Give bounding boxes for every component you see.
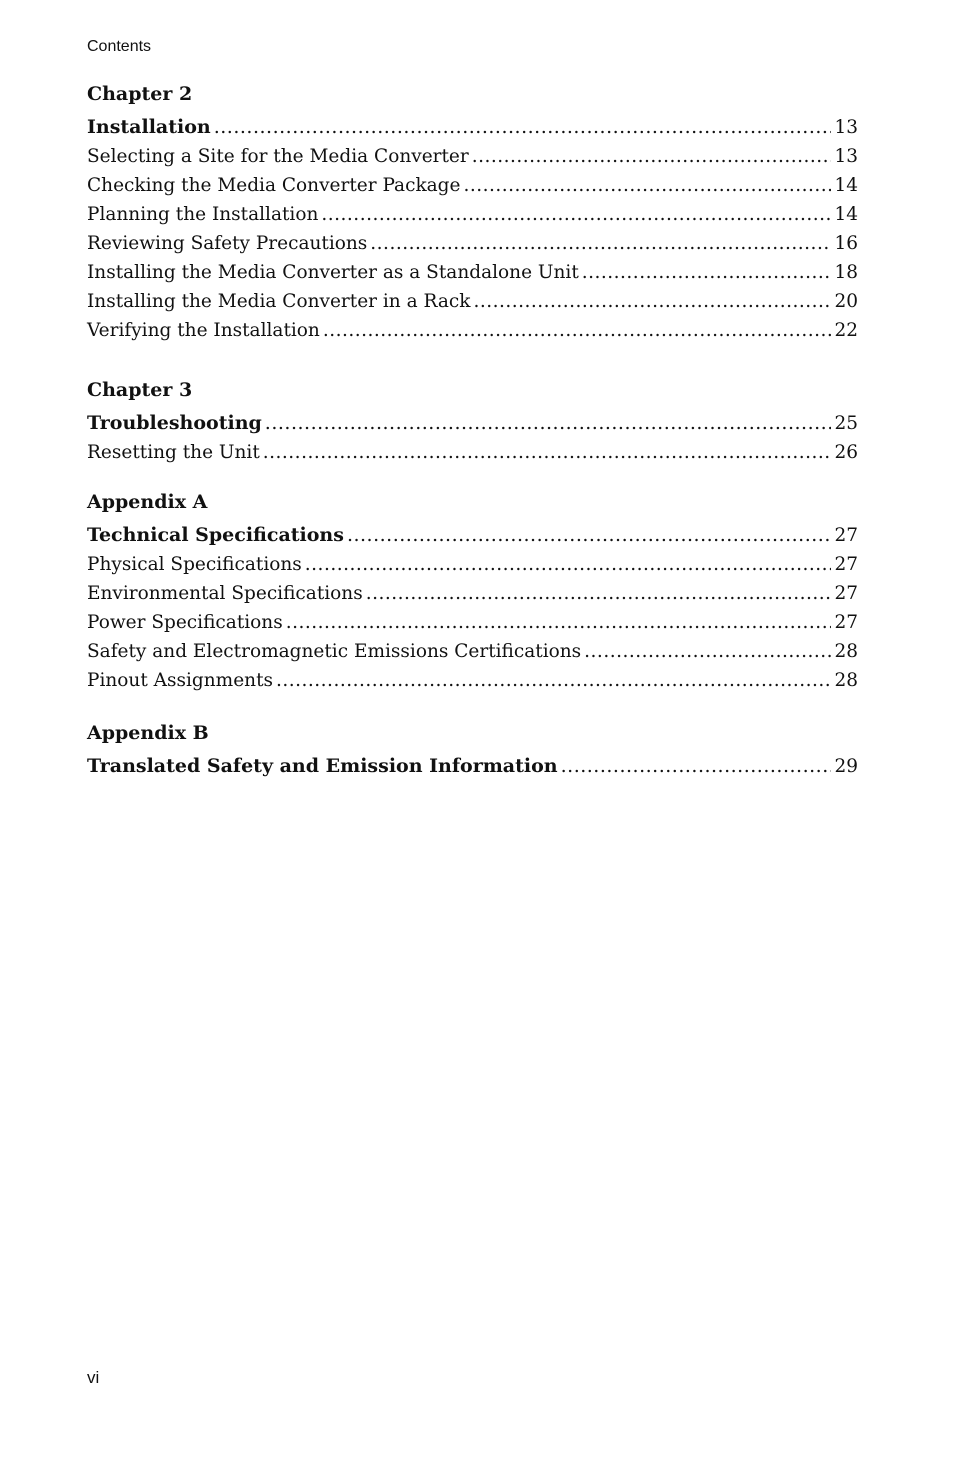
entry-page: 14 — [834, 175, 858, 196]
section-label: Chapter 3 — [87, 379, 193, 401]
toc-section-chapter-3 — [87, 377, 858, 467]
toc-entry[interactable] — [87, 608, 858, 637]
entry-page: 20 — [834, 291, 858, 312]
entry-page: 16 — [834, 233, 858, 254]
toc-entry[interactable] — [87, 287, 858, 316]
toc-section-appendix-b — [87, 720, 858, 781]
dot-leader — [276, 666, 831, 695]
entry-page: 27 — [834, 554, 858, 575]
dot-leader — [286, 608, 832, 637]
toc-entry[interactable] — [87, 258, 858, 287]
toc-entry[interactable] — [87, 200, 858, 229]
entry-page: 22 — [834, 320, 858, 341]
dot-leader — [472, 142, 832, 171]
entry-title: Physical Specifications — [87, 554, 302, 575]
entry-page: 28 — [834, 641, 858, 662]
toc-entry[interactable] — [87, 113, 858, 142]
entry-page: 28 — [834, 670, 858, 691]
entry-title: Installing the Media Converter as a Standalone Unit — [87, 262, 579, 283]
dot-leader — [305, 550, 832, 579]
dot-leader — [463, 171, 831, 200]
toc-entry[interactable] — [87, 229, 858, 258]
entry-title: Power Specifications — [87, 612, 283, 633]
entry-title: Pinout Assignments — [87, 670, 274, 691]
entry-title: Checking the Media Converter Package — [87, 175, 461, 196]
section-label: Appendix B — [87, 722, 209, 744]
dot-leader — [473, 287, 831, 316]
entry-page: 25 — [834, 413, 858, 434]
dot-leader — [263, 438, 832, 467]
entry-title: Verifying the Installation — [87, 320, 320, 341]
entry-title: Reviewing Safety Precautions — [87, 233, 368, 254]
dot-leader — [347, 521, 832, 550]
dot-leader — [370, 229, 831, 258]
toc-entry[interactable] — [87, 666, 858, 695]
toc-section-chapter-2 — [87, 81, 858, 345]
toc-entry[interactable] — [87, 171, 858, 200]
entry-title: Installation — [87, 116, 211, 138]
toc-entry[interactable] — [87, 521, 858, 550]
toc-entry[interactable] — [87, 142, 858, 171]
toc-entry[interactable] — [87, 438, 858, 467]
toc-entry[interactable] — [87, 752, 858, 781]
dot-leader — [321, 200, 831, 229]
entry-title: Translated Safety and Emission Information — [87, 755, 558, 777]
entry-title: Environmental Specifications — [87, 583, 363, 604]
entry-page: 13 — [834, 117, 858, 138]
toc-entry[interactable] — [87, 579, 858, 608]
dot-leader — [323, 316, 832, 345]
entry-title: Troubleshooting — [87, 412, 262, 434]
section-label: Chapter 2 — [87, 83, 193, 105]
entry-page: 27 — [834, 612, 858, 633]
toc-entry[interactable] — [87, 637, 858, 666]
toc-entry[interactable] — [87, 409, 858, 438]
entry-title: Technical Specifications — [87, 524, 344, 546]
entry-page: 26 — [834, 442, 858, 463]
toc-entry[interactable] — [87, 550, 858, 579]
dot-leader — [561, 752, 832, 781]
entry-title: Resetting the Unit — [87, 442, 260, 463]
dot-leader — [584, 637, 831, 666]
section-label: Appendix A — [87, 491, 208, 513]
dot-leader — [582, 258, 832, 287]
entry-page: 29 — [834, 756, 858, 777]
toc-section-appendix-a — [87, 489, 858, 695]
entry-page: 18 — [834, 262, 858, 283]
dot-leader — [265, 409, 832, 438]
entry-title: Installing the Media Converter in a Rack — [87, 291, 471, 312]
dot-leader — [366, 579, 832, 608]
running-header: Contents — [87, 38, 152, 55]
entry-title: Selecting a Site for the Media Converter — [87, 146, 469, 167]
dot-leader — [214, 113, 832, 142]
entry-page: 14 — [834, 204, 858, 225]
toc-entry[interactable] — [87, 316, 858, 345]
entry-page: 27 — [834, 525, 858, 546]
entry-page: 13 — [834, 146, 858, 167]
entry-page: 27 — [834, 583, 858, 604]
entry-title: Safety and Electromagnetic Emissions Certifications — [87, 641, 582, 662]
entry-title: Planning the Installation — [87, 204, 319, 225]
page-number: vi — [87, 1368, 100, 1387]
